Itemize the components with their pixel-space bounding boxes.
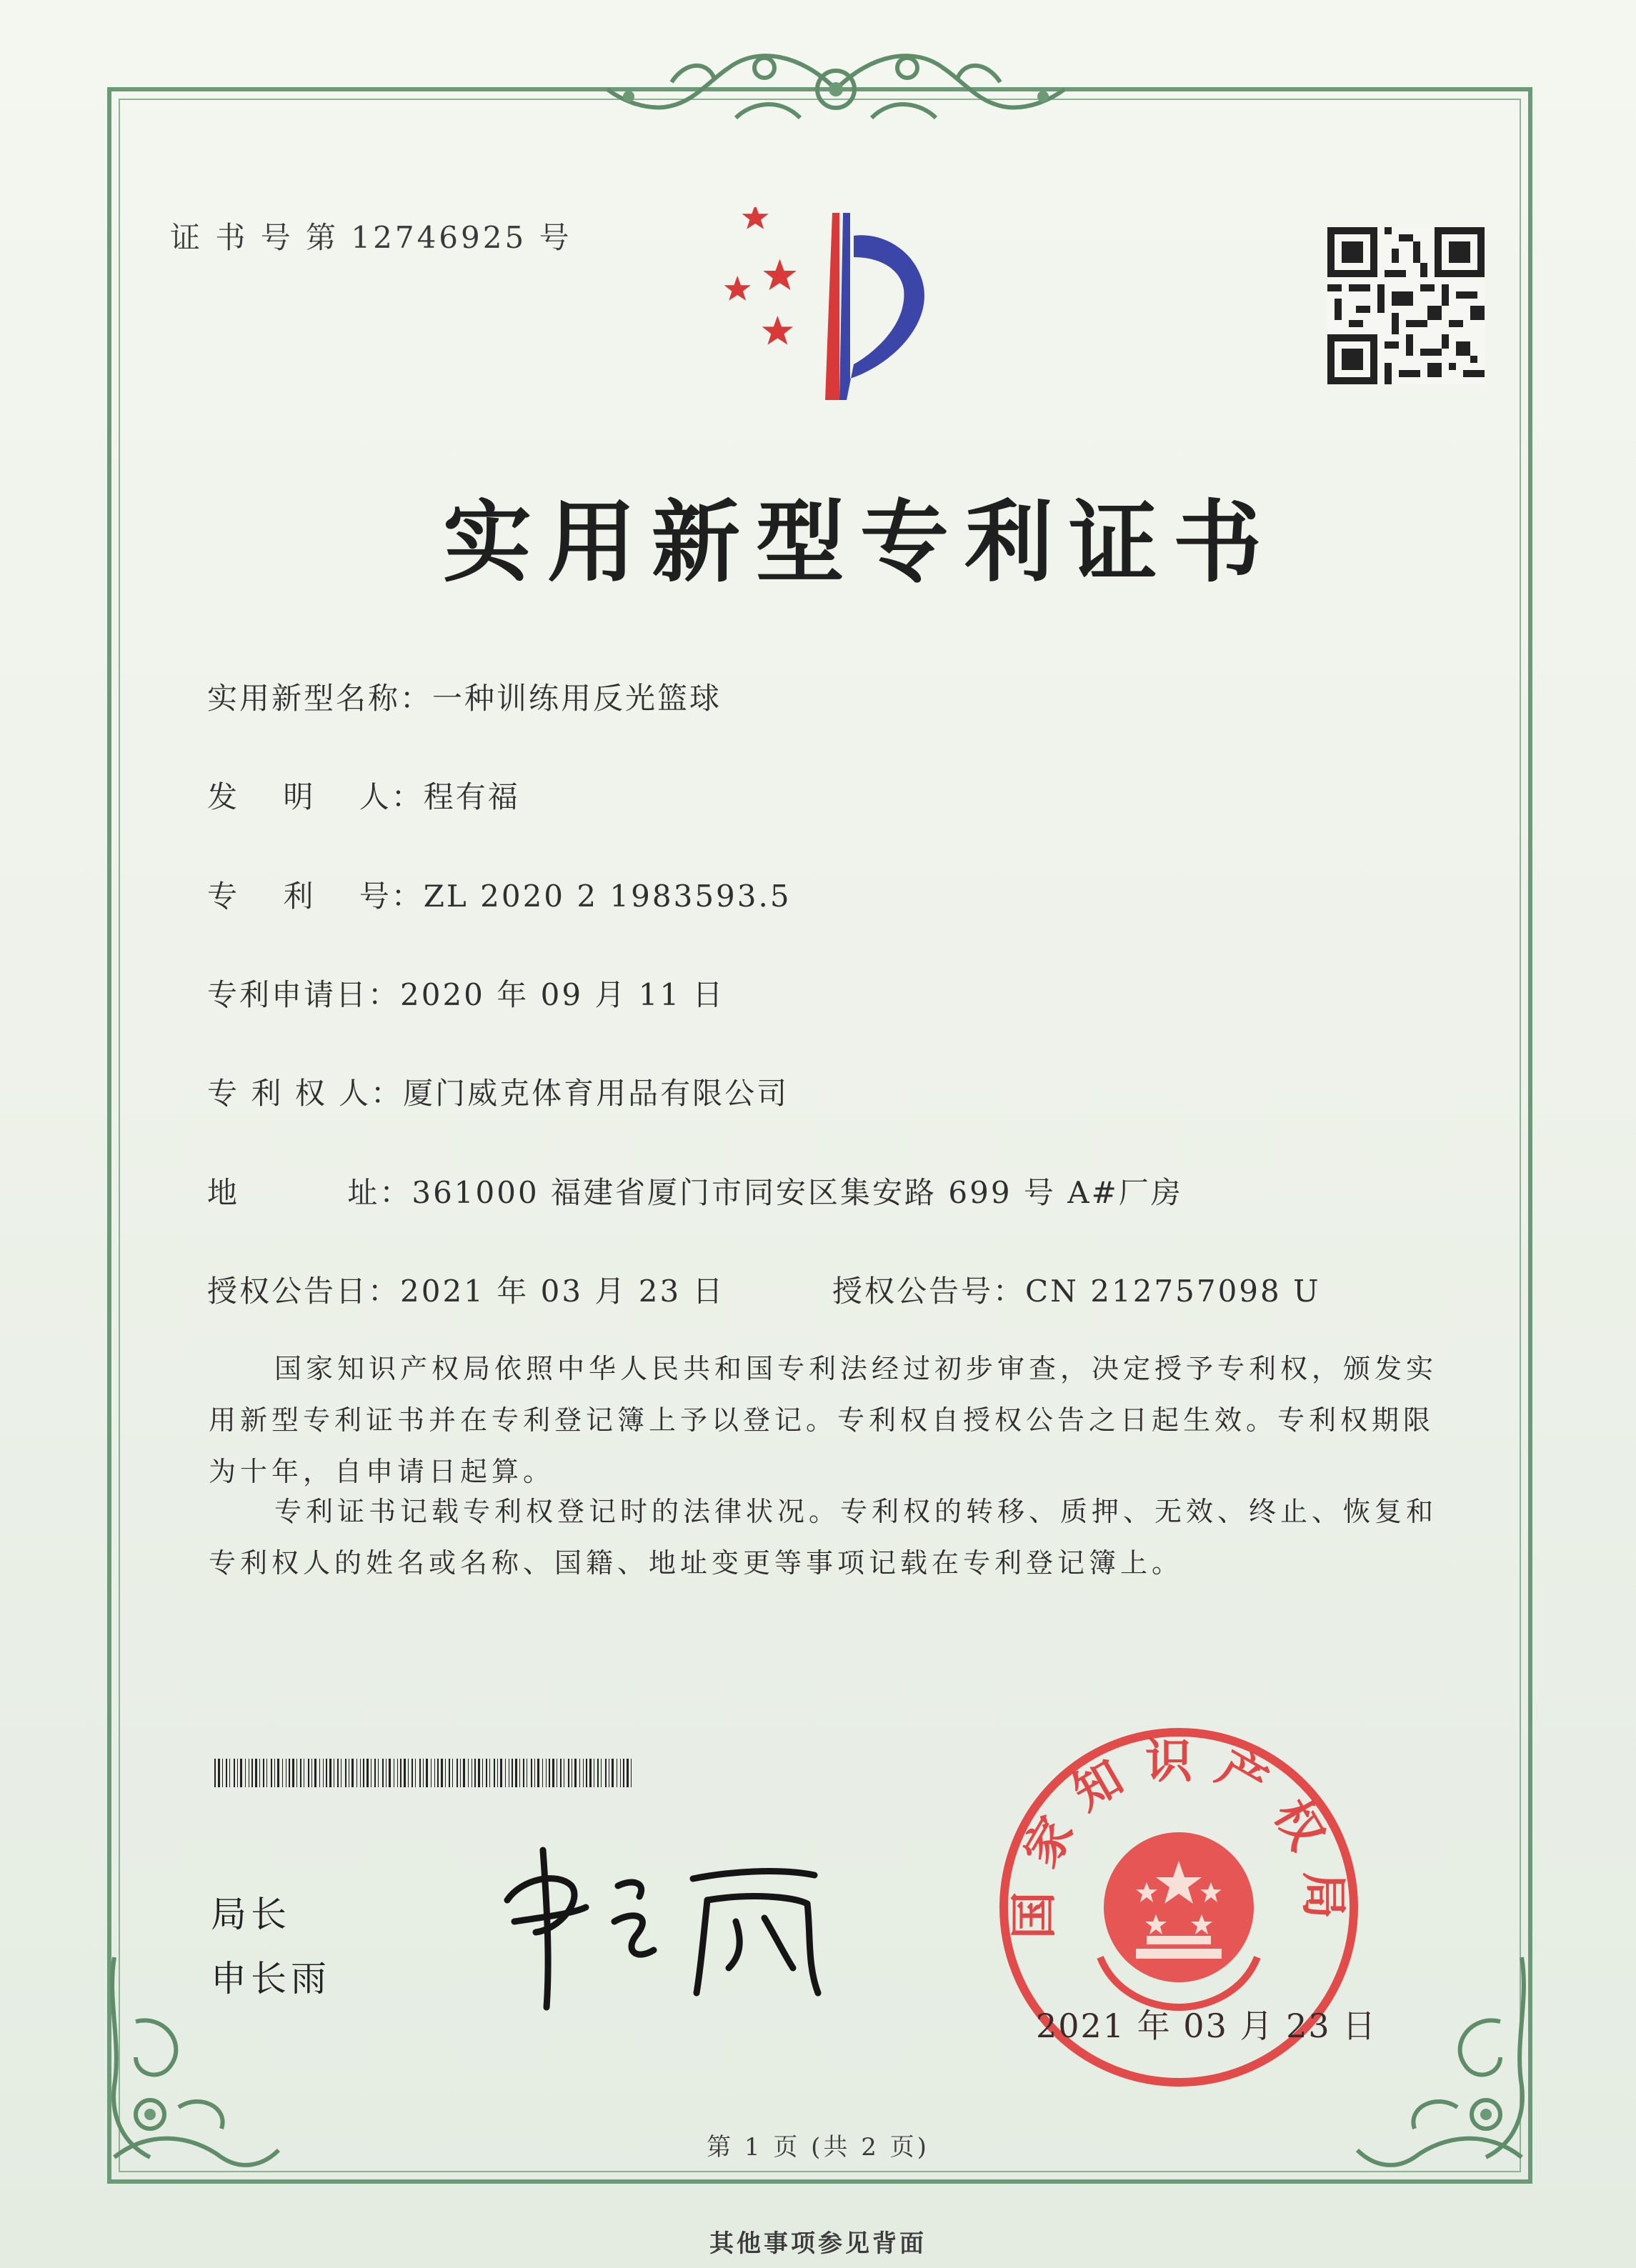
barcode-bar xyxy=(534,1759,535,1787)
body-paragraph-2: 专利证书记载专利权登记时的法律状况。专利权的转移、质押、无效、终止、恢复和专利权人的姓名或名称、国籍、地址变更等事项记载在专利登记簿上。 xyxy=(209,1496,1438,1579)
barcode-bar xyxy=(549,1759,550,1787)
barcode-bar xyxy=(412,1759,413,1787)
barcode-bar xyxy=(378,1759,379,1787)
filing-date-label: 专利申请日： xyxy=(207,977,401,1012)
barcode-bar xyxy=(397,1759,398,1787)
grant-number-value: CN 212757098 U xyxy=(1025,1274,1321,1309)
barcode-bar xyxy=(277,1759,279,1787)
barcode-bar xyxy=(345,1759,346,1787)
barcode-bar xyxy=(605,1759,607,1787)
director-title: 局长 xyxy=(211,1894,291,1935)
utility-model-name-label: 实用新型名称： xyxy=(207,681,433,716)
barcode-bar xyxy=(337,1759,339,1787)
filing-date-row xyxy=(207,971,725,1014)
barcode-bar xyxy=(597,1759,599,1787)
body-paragraph-1: 国家知识产权局依照中华人民共和国专利法经过初步审查，决定授予专利权，颁发实用新型专利证书并在专利登记簿上予以登记。专利权自授权公告之日起生效。专利权期限为十年，自申请日起算。 xyxy=(209,1353,1438,1487)
director-name: 申长雨 xyxy=(211,1958,331,1999)
barcode-bar xyxy=(271,1759,272,1787)
svg-text:国家知识产权局: 国家知识产权局 xyxy=(1006,1733,1352,1939)
barcode-bar xyxy=(512,1759,513,1787)
barcode-bar xyxy=(419,1759,421,1787)
barcode-bar xyxy=(251,1759,253,1787)
barcode-bar xyxy=(583,1759,584,1787)
barcode-bar xyxy=(389,1759,391,1787)
utility-model-name-row xyxy=(207,675,722,718)
official-seal xyxy=(993,1722,1377,2093)
barcode-bar xyxy=(289,1759,290,1787)
barcode-bar xyxy=(531,1759,532,1787)
director-signature xyxy=(493,1836,850,2014)
patentee-value: 厦门威克体育用品有限公司 xyxy=(403,1076,789,1111)
inventor-row xyxy=(207,774,520,816)
barcode-bar xyxy=(323,1759,324,1787)
barcode-bar xyxy=(586,1759,587,1787)
barcode-bar xyxy=(468,1759,469,1787)
barcode-bar xyxy=(237,1759,238,1787)
patent-number-row xyxy=(207,873,792,916)
barcode-bar xyxy=(457,1759,458,1787)
barcode-bar xyxy=(494,1759,495,1787)
barcode-bar xyxy=(415,1759,416,1787)
barcode-bar xyxy=(229,1759,230,1787)
barcode-bar xyxy=(519,1759,520,1787)
grant-date-value: 2021 年 03 月 23 日 xyxy=(400,1274,725,1309)
qr-code xyxy=(1327,227,1485,384)
barcode-bar xyxy=(474,1759,476,1787)
barcode-bar xyxy=(627,1759,629,1787)
barcode-bar xyxy=(314,1759,316,1787)
patent-number-label: 专 利 号： xyxy=(207,879,424,914)
barcode-bar xyxy=(560,1759,562,1787)
grant-date-row xyxy=(207,1268,725,1311)
barcode-bar xyxy=(589,1759,592,1787)
address-label: 地 址： xyxy=(207,1175,412,1210)
barcode-bar xyxy=(452,1759,453,1787)
seal-date: 2021 年 03 月 23 日 xyxy=(1036,2007,1377,2045)
barcode-bar xyxy=(515,1759,517,1787)
page-number: 第 1 页 (共 2 页) xyxy=(707,2133,929,2162)
barcode-bar xyxy=(408,1759,409,1787)
barcode-bar xyxy=(568,1759,569,1787)
barcode xyxy=(214,1759,636,1787)
barcode-bar xyxy=(463,1759,465,1787)
barcode-bar xyxy=(214,1759,216,1787)
barcode-bar xyxy=(426,1759,428,1787)
barcode-bar xyxy=(500,1759,502,1787)
certificate-number-value: 12746925 xyxy=(351,220,527,255)
barcode-bar xyxy=(374,1759,376,1787)
barcode-bar xyxy=(326,1759,327,1787)
barcode-bar xyxy=(234,1759,235,1787)
barcode-bar xyxy=(311,1759,312,1787)
barcode-bar xyxy=(612,1759,614,1787)
barcode-bar xyxy=(404,1759,406,1787)
barcode-bar xyxy=(222,1759,223,1787)
see-reverse-note: 其他事项参见背面 xyxy=(709,2229,927,2258)
barcode-bar xyxy=(486,1759,487,1787)
patentee-row xyxy=(207,1070,789,1113)
inventor-label: 发 明 人： xyxy=(207,779,424,814)
barcode-bar xyxy=(537,1759,539,1787)
barcode-bar xyxy=(449,1759,450,1787)
barcode-bar xyxy=(292,1759,294,1787)
barcode-bar xyxy=(259,1759,260,1787)
barcode-bar xyxy=(282,1759,283,1787)
inventor-value: 程有福 xyxy=(423,779,520,814)
barcode-bar xyxy=(497,1759,498,1787)
barcode-bar xyxy=(579,1759,580,1787)
barcode-bar xyxy=(574,1759,577,1787)
barcode-bar xyxy=(226,1759,227,1787)
address-value: 361000 福建省厦门市同安区集安路 699 号 A#厂房 xyxy=(412,1175,1183,1210)
barcode-bar xyxy=(460,1759,461,1787)
barcode-bar xyxy=(434,1759,435,1787)
barcode-bar xyxy=(546,1759,547,1787)
barcode-bar xyxy=(505,1759,506,1787)
barcode-bar xyxy=(482,1759,483,1787)
barcode-bar xyxy=(445,1759,446,1787)
utility-model-name-value: 一种训练用反光篮球 xyxy=(432,681,722,716)
patent-number-value: ZL 2020 2 1983593.5 xyxy=(423,879,792,914)
barcode-bar xyxy=(329,1759,331,1787)
barcode-bar xyxy=(351,1759,354,1787)
address-row xyxy=(207,1169,1183,1212)
barcode-bar xyxy=(245,1759,246,1787)
barcode-bar xyxy=(620,1759,621,1787)
barcode-bar xyxy=(218,1759,220,1787)
certificate-number xyxy=(170,214,572,257)
grant-number-row xyxy=(832,1268,1321,1311)
barcode-bar xyxy=(437,1759,439,1787)
barcode-bar xyxy=(601,1759,602,1787)
barcode-bar xyxy=(382,1759,384,1787)
barcode-bar xyxy=(366,1759,369,1787)
barcode-bar xyxy=(296,1759,297,1787)
barcode-bar xyxy=(400,1759,401,1787)
cnipa-logo xyxy=(707,207,964,407)
certificate-number-suffix: 号 xyxy=(539,220,572,255)
barcode-bar xyxy=(255,1759,257,1787)
barcode-bar xyxy=(423,1759,424,1787)
barcode-bar xyxy=(356,1759,357,1787)
barcode-bar xyxy=(623,1759,624,1787)
barcode-bar xyxy=(263,1759,264,1787)
barcode-bar xyxy=(319,1759,320,1787)
barcode-bar xyxy=(631,1759,632,1787)
barcode-bar xyxy=(240,1759,242,1787)
barcode-bar xyxy=(552,1759,554,1787)
barcode-bar xyxy=(360,1759,361,1787)
barcode-bar xyxy=(300,1759,301,1787)
barcode-bar xyxy=(523,1759,524,1787)
barcode-bar xyxy=(478,1759,480,1787)
certificate-number-label: 证 书 号 第 xyxy=(170,220,339,255)
barcode-bar xyxy=(266,1759,267,1787)
barcode-bar xyxy=(489,1759,490,1787)
certificate-title: 实用新型专利证书 xyxy=(443,491,1278,594)
barcode-bar xyxy=(363,1759,364,1787)
barcode-bar xyxy=(274,1759,275,1787)
grant-number-label: 授权公告号： xyxy=(832,1274,1026,1309)
filing-date-value: 2020 年 09 月 11 日 xyxy=(400,977,725,1012)
grant-date-label: 授权公告日： xyxy=(207,1274,401,1309)
barcode-bar xyxy=(308,1759,309,1787)
barcode-bar xyxy=(542,1759,543,1787)
barcode-bar xyxy=(431,1759,432,1787)
barcode-bar xyxy=(441,1759,443,1787)
top-ornament xyxy=(586,39,1086,139)
patentee-label: 专 利 权 人： xyxy=(207,1076,404,1111)
